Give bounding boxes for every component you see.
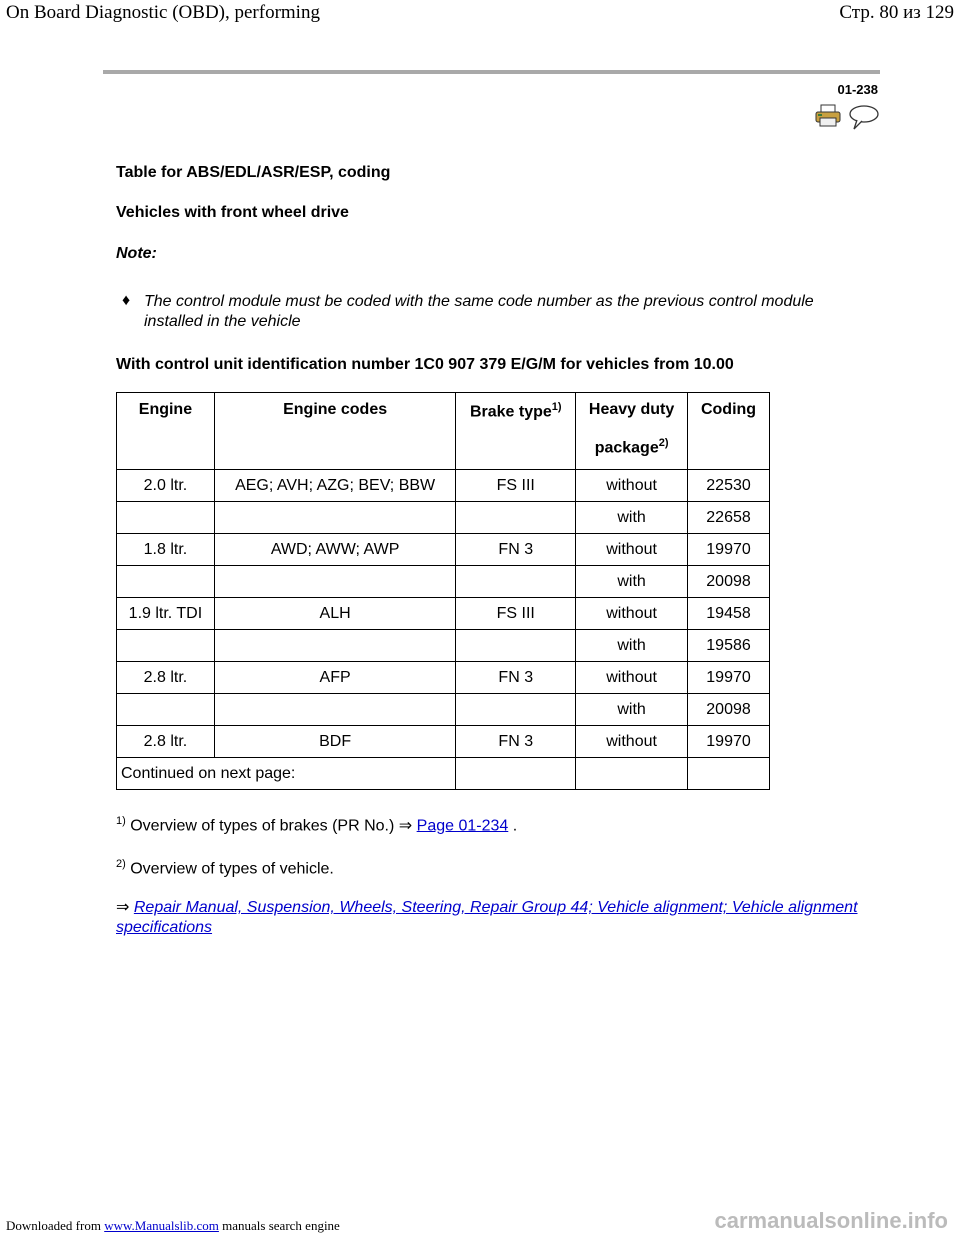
cell-heavy-duty: without [576,726,688,758]
table-row [117,694,770,726]
cell-coding: 19970 [688,534,770,566]
arrow-icon: ⇒ [116,899,130,916]
cell-engine-codes [214,694,455,726]
cell-coding: 20098 [688,566,770,598]
table-cell [576,758,688,790]
cell-engine [117,630,215,662]
cell-coding: 20098 [688,694,770,726]
note-text: The control module must be coded with the same code number as the previous control module installed in the vehicle [144,293,814,330]
arrow-icon: ⇒ [398,817,413,835]
cell-engine: 2.0 ltr. [117,470,215,502]
cell-coding: 22530 [688,470,770,502]
table-row-continued [117,758,770,790]
header-heavy-duty [576,393,688,470]
footer-text: Downloaded from [6,1218,101,1233]
cell-engine-codes: AFP [214,662,455,694]
cell-engine-codes [214,502,455,534]
toolbar-icons [815,104,880,130]
cell-engine-codes [214,566,455,598]
cell-heavy-duty: without [576,470,688,502]
cell-engine: 2.8 ltr. [117,726,215,758]
diamond-bullet-icon: ♦ [122,292,131,309]
footnote-marker: 1) [116,815,126,827]
cell-heavy-duty: without [576,598,688,630]
cell-brake-type: FS III [456,598,576,630]
cell-heavy-duty: without [576,662,688,694]
heavy-duty-label: Heavy duty [588,401,675,418]
footnote-text: Overview of types of brakes (PR No.) [130,817,395,835]
header-engine: Engine [117,393,215,470]
section-title: Table for ABS/EDL/ASR/ESP, coding [116,164,391,181]
cell-brake-type [456,566,576,598]
cell-heavy-duty: with [576,502,688,534]
cell-engine-codes: AWD; AWW; AWP [214,534,455,566]
cell-engine: 2.8 ltr. [117,662,215,694]
footer-text: manuals search engine [222,1218,340,1233]
cell-coding: 22658 [688,502,770,534]
note-item [122,292,842,332]
coding-table [116,392,770,790]
footnote-2 [116,858,334,878]
cell-coding: 19970 [688,662,770,694]
cell-brake-type [456,630,576,662]
table-row [117,470,770,502]
continued-note: Continued on next page: [117,758,456,790]
cell-heavy-duty: with [576,630,688,662]
speech-bubble-icon[interactable] [848,104,880,135]
cell-heavy-duty: with [576,566,688,598]
brake-type-label: Brake type [469,403,552,421]
cell-heavy-duty: with [576,694,688,726]
cell-engine [117,566,215,598]
header-coding: Coding [688,393,770,470]
table-intro: With control unit identification number 1C0 907 379 E/G/M for vehicles from 10.00 [116,356,734,373]
table-cell [688,758,770,790]
cell-brake-type: FN 3 [456,662,576,694]
cell-brake-type: FS III [456,470,576,502]
table-cell [456,758,576,790]
footnote-marker: 2) [658,437,669,449]
table-row [117,630,770,662]
footnote-marker: 2) [116,858,126,870]
table-row [117,726,770,758]
cell-brake-type: FN 3 [456,726,576,758]
footnote-text: Overview of types of vehicle. [130,860,334,878]
table-row [117,566,770,598]
footnote-end: . [512,817,518,835]
cell-coding: 19458 [688,598,770,630]
cell-brake-type [456,694,576,726]
cell-coding: 19970 [688,726,770,758]
table-header-row [117,393,770,470]
table-row [117,598,770,630]
cell-engine: 1.9 ltr. TDI [117,598,215,630]
manualslib-link[interactable]: www.Manualslib.com [104,1218,219,1233]
page-link[interactable]: Page 01-234 [416,817,509,835]
cell-engine-codes: BDF [214,726,455,758]
cell-coding: 19586 [688,630,770,662]
cell-engine-codes: ALH [214,598,455,630]
page-counter: Стр. 80 из 129 [839,2,954,23]
download-source [6,1218,340,1234]
cell-engine: 1.8 ltr. [117,534,215,566]
cell-engine [117,502,215,534]
cell-brake-type [456,502,576,534]
footnote-1 [116,815,517,835]
header-engine-codes: Engine codes [214,393,455,470]
cell-engine-codes: AEG; AVH; AZG; BEV; BBW [214,470,455,502]
table-row [117,534,770,566]
header-rule [103,70,880,74]
table-row [117,502,770,534]
page-number: 01-238 [837,82,878,97]
package-label: package [594,439,659,457]
table-row [117,662,770,694]
cell-brake-type: FN 3 [456,534,576,566]
repair-manual-link[interactable]: Repair Manual, Suspension, Wheels, Steering, Repair Group 44; Vehicle alignment; Vehicle alignment specifications [116,899,858,936]
document-title: On Board Diagnostic (OBD), performing [6,2,320,23]
section-subtitle: Vehicles with front wheel drive [116,204,349,221]
header-brake-type [456,393,576,470]
cell-engine [117,694,215,726]
cell-engine-codes [214,630,455,662]
watermark: carmanualsonline.info [714,1208,948,1233]
footnote-marker: 1) [551,401,562,413]
printer-icon[interactable] [815,104,841,133]
note-label: Note: [116,245,157,262]
cell-heavy-duty: without [576,534,688,566]
reference [116,898,876,938]
